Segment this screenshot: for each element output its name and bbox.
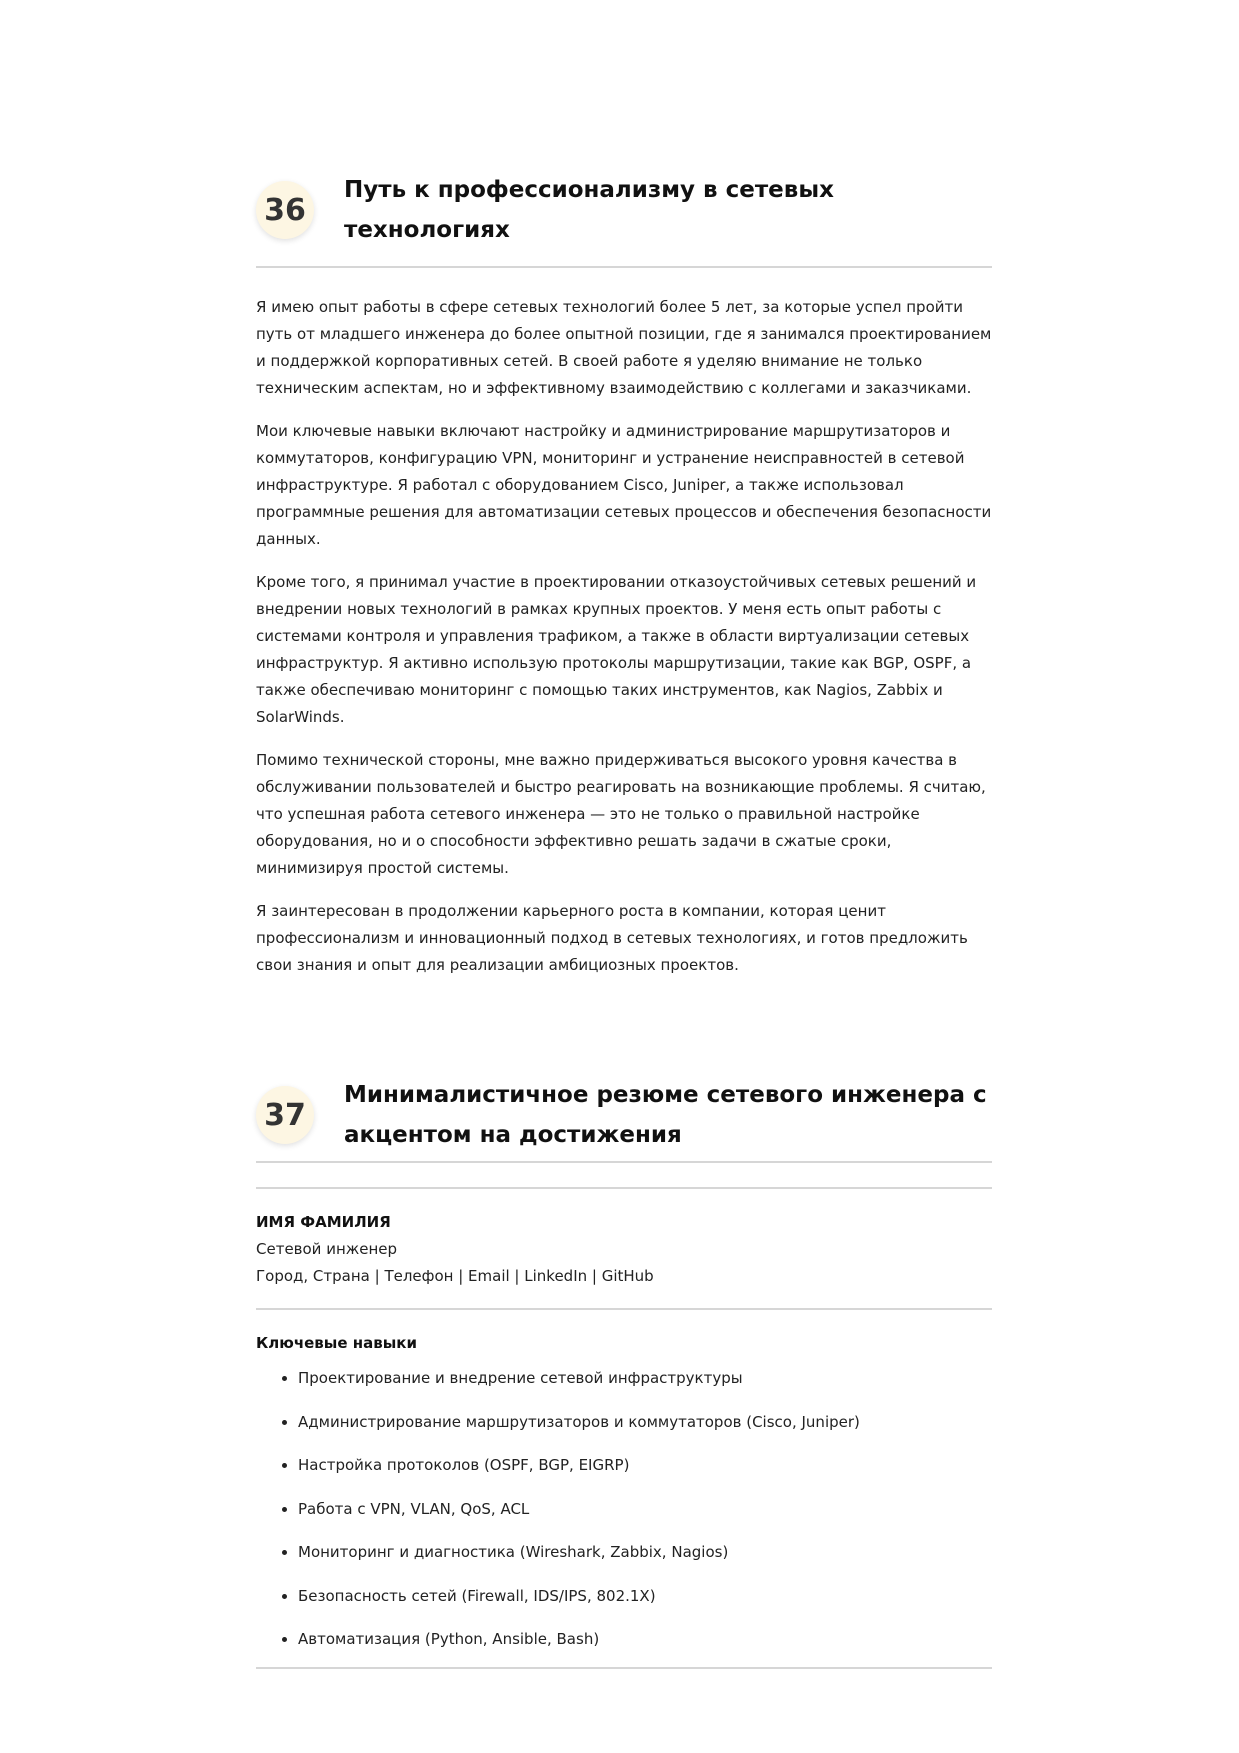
resume-contacts: Город, Страна | Телефон | Email | LinkedIn | GitHub <box>256 1267 654 1285</box>
skills-heading: Ключевые навыки <box>256 1334 417 1352</box>
section-37-header <box>256 1075 992 1163</box>
section-36-header <box>256 170 992 268</box>
list-item: • Настройка протоколов (OSPF, BGP, EIGRP) <box>298 1452 992 1479</box>
section-36-title: Путь к профессионализму в сетевых технологиях <box>344 177 834 243</box>
section-37-title: Минималистичное резюме сетевого инженера с акцентом на достижения <box>344 1082 987 1148</box>
paragraph: Я заинтересован в продолжении карьерного роста в компании, которая ценит профессионализм и инновационный подход в сетевых технологиях, и готов предложить свои знания и опыт для реализации амбициозных проектов. <box>256 902 968 974</box>
divider <box>256 1667 992 1669</box>
resume-name: ИМЯ ФАМИЛИЯ <box>256 1213 391 1231</box>
list-item: • Проектирование и внедрение сетевой инфраструктуры <box>298 1365 992 1392</box>
list-item: • Автоматизация (Python, Ansible, Bash) <box>298 1626 992 1653</box>
resume-role: Сетевой инженер <box>256 1240 398 1258</box>
list-item: • Безопасность сетей (Firewall, IDS/IPS, 802.1X) <box>298 1583 992 1610</box>
section-number-badge: 37 <box>256 1086 314 1144</box>
section-37 <box>256 1075 992 1669</box>
list-item: • Работа с VPN, VLAN, QoS, ACL <box>298 1496 992 1523</box>
paragraph: Мои ключевые навыки включают настройку и администрирование маршрутизаторов и коммутаторов, конфигурацию VPN, мониторинг и устранение неисправностей в сетевой инфраструктуре. Я работал с оборудованием Cisco, Juniper, а также использовал программные решения для автоматизации сетевых процессов и обеспечения безопасности данных. <box>256 422 992 548</box>
resume-header <box>256 1189 992 1308</box>
paragraph: Помимо технической стороны, мне важно придерживаться высокого уровня качества в обслуживании пользователей и быстро реагировать на возникающие проблемы. Я считаю, что успешная работа сетевого инженера — это не только о правильной настройке оборудования, но и о способности эффективно решать задачи в сжатые сроки, минимизируя простой системы. <box>256 751 986 877</box>
section-number-badge: 36 <box>256 181 314 239</box>
section-36-body <box>256 294 992 979</box>
paragraph: Кроме того, я принимал участие в проектировании отказоустойчивых сетевых решений и внедрении новых технологий в рамках крупных проектов. У меня есть опыт работы с системами контроля и управления трафиком, а также в области виртуализации сетевых инфраструктур. Я активно использую протоколы маршрутизации, такие как BGP, OSPF, а также обеспечиваю мониторинг с помощью таких инструментов, как Nagios, Zabbix и SolarWinds. <box>256 573 977 726</box>
section-36 <box>256 170 992 979</box>
skills-list <box>256 1365 992 1667</box>
list-item: • Мониторинг и диагностика (Wireshark, Zabbix, Nagios) <box>298 1539 992 1566</box>
list-item: • Администрирование маршрутизаторов и коммутаторов (Cisco, Juniper) <box>298 1409 992 1436</box>
divider <box>256 1308 992 1310</box>
paragraph: Я имею опыт работы в сфере сетевых технологий более 5 лет, за которые успел пройти путь от младшего инженера до более опытной позиции, где я занимался проектированием и поддержкой корпоративных сетей. В своей работе я уделяю внимание не только техническим аспектам, но и эффективному взаимодействию с коллегами и заказчиками. <box>256 298 992 397</box>
